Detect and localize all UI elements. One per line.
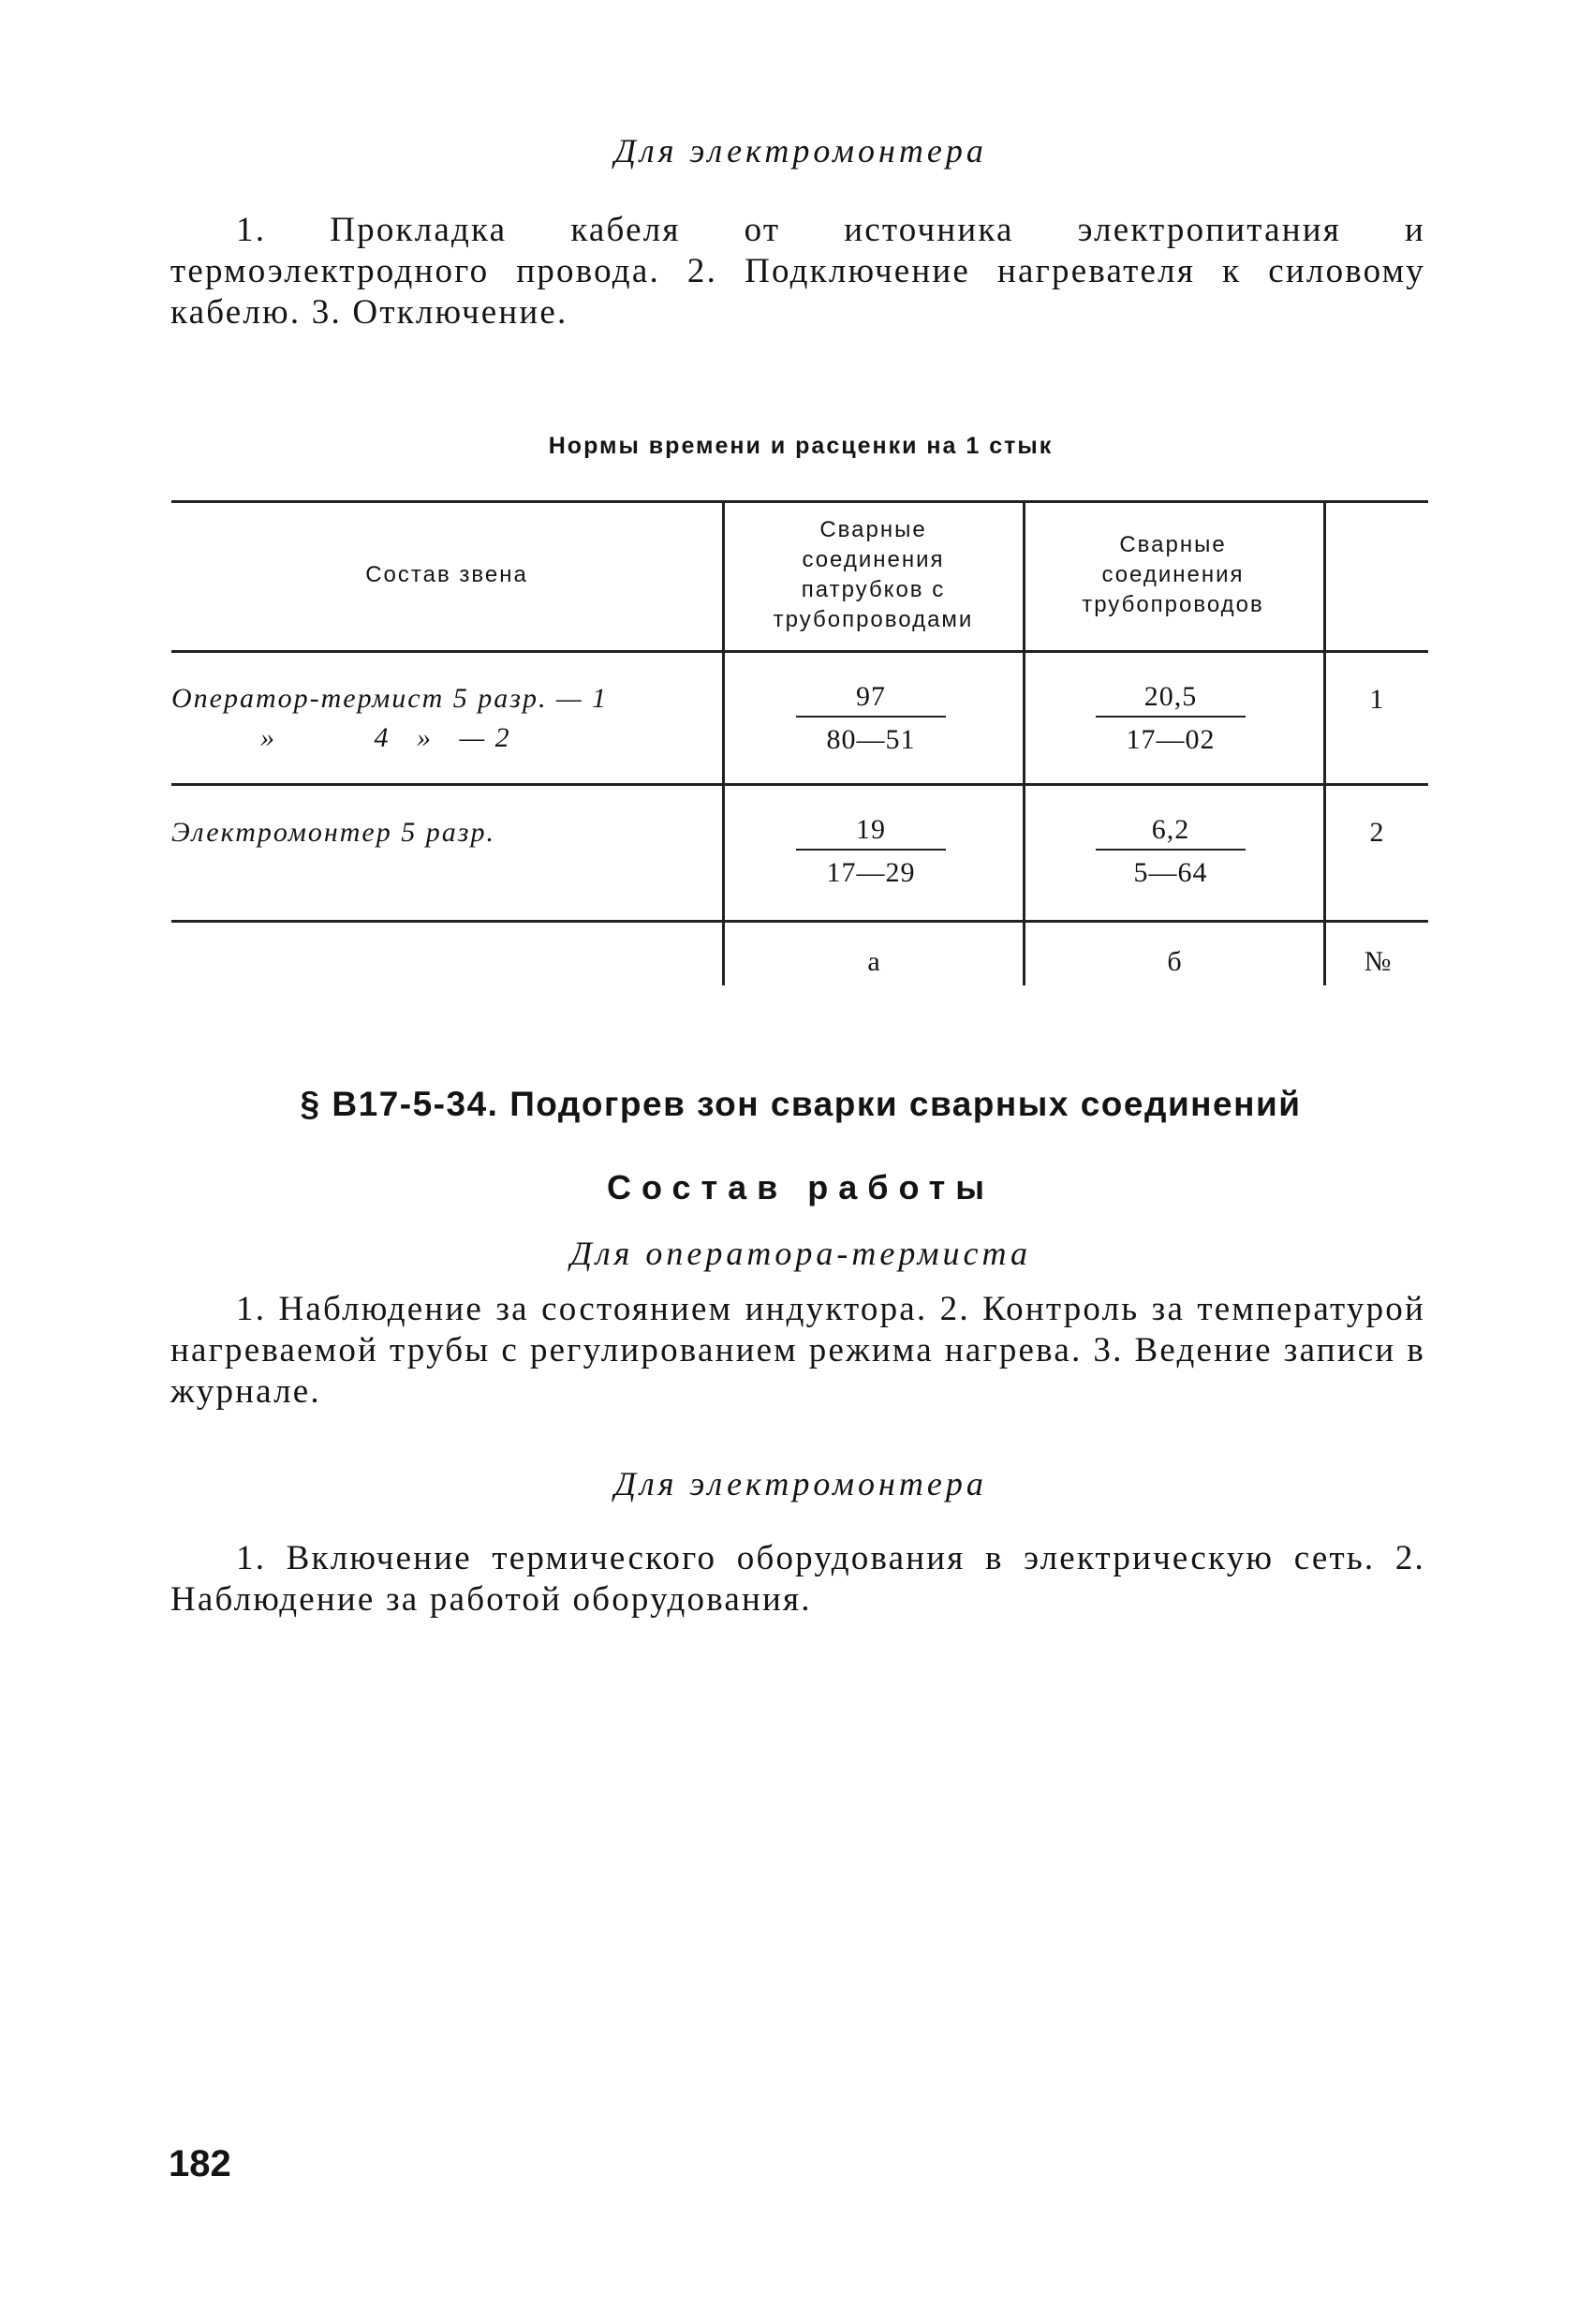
operator-heading: Для оператора-термиста (570, 1235, 1031, 1272)
table-caption: Нормы времени и расценки на 1 стык (548, 433, 1054, 459)
row1-b-numerator: 20,5 (1096, 678, 1246, 718)
row2-number: 2 (1369, 817, 1384, 848)
row1-cell-b (1096, 678, 1246, 761)
row2-b-numerator: 6,2 (1096, 811, 1246, 851)
header-crew: Состав звена (365, 562, 528, 587)
row2-label (171, 813, 696, 852)
footer-col-a: а (867, 946, 880, 977)
table-bottom-rule (171, 920, 1428, 923)
table-col-divider-3 (1323, 500, 1326, 985)
row2-cell-a (796, 811, 946, 894)
row1-b-denominator: 17—02 (1126, 724, 1216, 755)
header-col-b: Сварные соединения трубопроводов (1082, 532, 1264, 617)
row1-a-numerator: 97 (796, 678, 946, 718)
section-subtitle: Состав работы (606, 1168, 996, 1206)
table-col-divider-2 (1023, 500, 1025, 985)
row1-label-line1: Оператор-термист 5 разр. — 1 (171, 683, 609, 714)
row1-label-line2: » 4 » — 2 (260, 722, 511, 753)
footer-col-no: № (1364, 946, 1392, 977)
electrician-text: 1. Включение термического оборудования в электрическую сеть. 2. Наблюдение за работой оборудования. (170, 1539, 1425, 1619)
row1-a-denominator: 80—51 (826, 724, 916, 755)
electrician-heading: Для электромонтера (614, 1465, 987, 1502)
table-top-rule (171, 500, 1428, 503)
operator-text: 1. Наблюдение за состоянием индуктора. 2. Контроль за температурой нагреваемой трубы с регулированием режима нагрева. 3. Ведение записи в журнале. (170, 1290, 1425, 1411)
footer-col-b: б (1167, 946, 1182, 977)
row1-cell-a (796, 678, 946, 761)
row2-b-denominator: 5—64 (1133, 857, 1208, 888)
row2-a-numerator: 19 (796, 811, 946, 851)
row1-label (171, 679, 696, 758)
row2-cell-b (1096, 811, 1246, 894)
row2-a-denominator: 17—29 (826, 857, 916, 888)
section-title: § В17-5-34. Подогрев зон сварки сварных соединений (300, 1085, 1302, 1123)
electrician-text-top: 1. Прокладка кабеля от источника электропитания и термоэлектродного провода. 2. Подключение нагревателя к силовому кабелю. 3. Отключение. (170, 211, 1425, 332)
electrician-heading-top: Для электромонтера (614, 132, 987, 170)
row2-label-line1: Электромонтер 5 разр. (171, 817, 495, 848)
page-number: 182 (169, 2143, 231, 2184)
table-col-divider-1 (722, 500, 725, 985)
table-header-rule (171, 650, 1428, 653)
row1-number: 1 (1369, 684, 1384, 715)
header-col-a: Сварные соединения патрубков с трубопроводами (773, 517, 974, 632)
table-row-rule (171, 783, 1428, 786)
